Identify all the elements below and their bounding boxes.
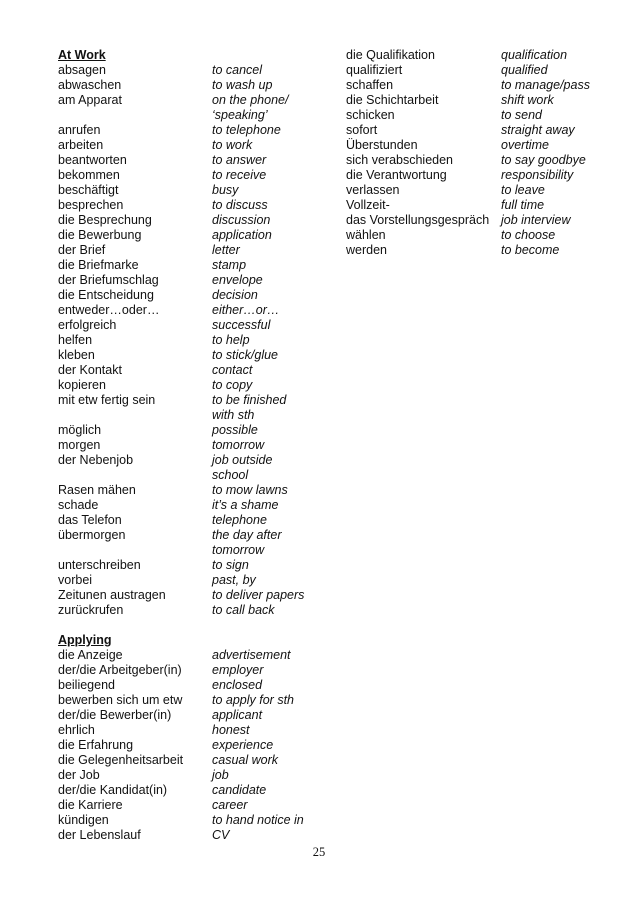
vocab-row	[346, 138, 616, 153]
vocab-list-applying	[58, 648, 328, 843]
german-term: wählen	[346, 228, 386, 242]
german-term: die Bewerbung	[58, 228, 142, 242]
right-column	[346, 48, 616, 258]
english-translation: to hand notice in	[212, 813, 304, 827]
vocab-row	[58, 333, 328, 348]
vocab-row	[58, 408, 328, 423]
vocab-row	[58, 273, 328, 288]
vocab-row	[58, 168, 328, 183]
english-translation: to apply for sth	[212, 693, 294, 707]
english-translation: to become	[501, 243, 560, 257]
german-term: der Lebenslauf	[58, 828, 141, 842]
vocab-row	[58, 828, 328, 843]
german-term: abwaschen	[58, 78, 122, 92]
german-term: das Vorstellungsgespräch	[346, 213, 490, 227]
english-translation: overtime	[501, 138, 549, 152]
vocab-list-continued	[346, 48, 616, 258]
german-term: kopieren	[58, 378, 106, 392]
english-translation: advertisement	[212, 648, 291, 662]
english-translation: qualification	[501, 48, 568, 62]
english-translation: job outside	[212, 453, 273, 467]
vocab-row	[58, 483, 328, 498]
english-translation: to send	[501, 108, 543, 122]
german-term: der Nebenjob	[58, 453, 134, 467]
vocab-row	[58, 363, 328, 378]
german-term: der Kontakt	[58, 363, 122, 377]
english-translation: successful	[212, 318, 271, 332]
vocab-row	[58, 183, 328, 198]
vocab-row	[58, 513, 328, 528]
german-term: die Entscheidung	[58, 288, 154, 302]
german-term: am Apparat	[58, 93, 122, 107]
vocab-row	[346, 78, 616, 93]
german-term: die Gelegenheitsarbeit	[58, 753, 184, 767]
german-term: die Briefmarke	[58, 258, 139, 272]
vocab-row	[58, 603, 328, 618]
english-translation: discussion	[212, 213, 271, 227]
vocab-row	[346, 93, 616, 108]
english-translation: qualified	[501, 63, 548, 77]
vocab-row	[58, 213, 328, 228]
english-translation: to sign	[212, 558, 249, 572]
vocab-row	[58, 138, 328, 153]
german-term: absagen	[58, 63, 106, 77]
german-term: vorbei	[58, 573, 93, 587]
vocab-row	[58, 243, 328, 258]
vocab-row	[58, 798, 328, 813]
vocab-row	[346, 108, 616, 123]
english-translation: experience	[212, 738, 274, 752]
german-term: der/die Arbeitgeber(in)	[58, 663, 182, 677]
english-translation: to choose	[501, 228, 556, 242]
english-translation: shift work	[501, 93, 554, 107]
english-translation: to receive	[212, 168, 267, 182]
german-term: beantworten	[58, 153, 127, 167]
english-translation: career	[212, 798, 248, 812]
english-translation: to deliver papers	[212, 588, 305, 602]
english-translation: school	[212, 468, 249, 482]
german-term: kündigen	[58, 813, 109, 827]
german-term: der Job	[58, 768, 100, 782]
vocab-row	[58, 153, 328, 168]
vocab-row	[346, 243, 616, 258]
german-term: die Anzeige	[58, 648, 123, 662]
english-translation: to manage/pass	[501, 78, 590, 92]
english-translation: honest	[212, 723, 250, 737]
english-translation: candidate	[212, 783, 267, 797]
german-term: besprechen	[58, 198, 124, 212]
english-translation: ‘speaking’	[212, 108, 268, 122]
english-translation: to be finished	[212, 393, 287, 407]
vocab-row	[58, 348, 328, 363]
german-term: mit etw fertig sein	[58, 393, 156, 407]
vocab-row	[58, 288, 328, 303]
german-term: schade	[58, 498, 99, 512]
vocab-row	[58, 258, 328, 273]
vocab-row	[58, 723, 328, 738]
german-term: anrufen	[58, 123, 101, 137]
german-term: Überstunden	[346, 138, 418, 152]
vocab-row	[346, 153, 616, 168]
vocab-row	[58, 693, 328, 708]
vocab-row	[58, 708, 328, 723]
section-heading-at-work: At Work	[58, 48, 106, 62]
german-term: helfen	[58, 333, 93, 347]
german-term	[58, 108, 212, 123]
german-term: qualifiziert	[346, 63, 403, 77]
english-translation: straight away	[501, 123, 575, 137]
vocab-row	[58, 378, 328, 393]
english-translation: to answer	[212, 153, 267, 167]
german-term: die Erfahrung	[58, 738, 134, 752]
vocab-list-at-work	[58, 63, 328, 618]
vocab-row	[58, 753, 328, 768]
german-term: der/die Bewerber(in)	[58, 708, 172, 722]
german-term: morgen	[58, 438, 101, 452]
english-translation: it’s a shame	[212, 498, 279, 512]
english-translation: enclosed	[212, 678, 263, 692]
english-translation: casual work	[212, 753, 278, 767]
vocab-row	[346, 213, 616, 228]
section-heading-applying: Applying	[58, 633, 112, 647]
german-term: die Qualifikation	[346, 48, 435, 62]
vocab-row	[58, 93, 328, 108]
german-term: die Schichtarbeit	[346, 93, 439, 107]
german-term: bewerben sich um etw	[58, 693, 183, 707]
vocab-row	[58, 63, 328, 78]
german-term: übermorgen	[58, 528, 126, 542]
vocab-row	[346, 48, 616, 63]
english-translation: to say goodbye	[501, 153, 586, 167]
english-translation: to copy	[212, 378, 253, 392]
german-term	[58, 468, 212, 483]
vocab-row	[58, 573, 328, 588]
vocab-row	[58, 123, 328, 138]
left-column	[58, 48, 328, 843]
german-term: verlassen	[346, 183, 400, 197]
english-translation: application	[212, 228, 272, 242]
german-term: Rasen mähen	[58, 483, 136, 497]
german-term: schicken	[346, 108, 395, 122]
english-translation: telephone	[212, 513, 267, 527]
english-translation: applicant	[212, 708, 263, 722]
english-translation: responsibility	[501, 168, 574, 182]
german-term: der Briefumschlag	[58, 273, 159, 287]
vocab-row	[58, 498, 328, 513]
vocab-row	[58, 588, 328, 603]
vocab-row	[58, 783, 328, 798]
german-term: sich verabschieden	[346, 153, 454, 167]
english-translation: employer	[212, 663, 264, 677]
vocab-row	[58, 768, 328, 783]
page-number: 25	[312, 845, 326, 859]
english-translation: possible	[212, 423, 258, 437]
german-term: sofort	[346, 123, 378, 137]
english-translation: to discuss	[212, 198, 268, 212]
vocab-row	[58, 648, 328, 663]
german-term: möglich	[58, 423, 102, 437]
vocab-row	[58, 78, 328, 93]
vocab-row	[58, 678, 328, 693]
vocab-row	[346, 198, 616, 213]
vocab-row	[346, 63, 616, 78]
german-term: beschäftigt	[58, 183, 119, 197]
english-translation: to telephone	[212, 123, 281, 137]
german-term: zurückrufen	[58, 603, 124, 617]
german-term: der Brief	[58, 243, 106, 257]
english-translation: stamp	[212, 258, 247, 272]
vocab-row	[58, 738, 328, 753]
vocab-row	[58, 393, 328, 408]
english-translation: either…or…	[212, 303, 280, 317]
vocab-row	[58, 108, 328, 123]
vocab-row	[58, 423, 328, 438]
english-translation: to leave	[501, 183, 545, 197]
english-translation: contact	[212, 363, 253, 377]
vocab-row	[58, 198, 328, 213]
german-term: Vollzeit-	[346, 198, 390, 212]
english-translation: to cancel	[212, 63, 263, 77]
english-translation: letter	[212, 243, 240, 257]
vocab-row	[346, 183, 616, 198]
german-term: der/die Kandidat(in)	[58, 783, 168, 797]
english-translation: busy	[212, 183, 239, 197]
german-term: arbeiten	[58, 138, 104, 152]
german-term	[58, 408, 212, 423]
english-translation: envelope	[212, 273, 263, 287]
vocab-row	[58, 438, 328, 453]
english-translation: job interview	[501, 213, 571, 227]
section-gap	[58, 618, 328, 633]
english-translation: job	[212, 768, 229, 782]
english-translation: to wash up	[212, 78, 273, 92]
english-translation: to help	[212, 333, 250, 347]
english-translation: decision	[212, 288, 258, 302]
english-translation: full time	[501, 198, 545, 212]
english-translation: tomorrow	[212, 543, 265, 557]
english-translation: on the phone/	[212, 93, 289, 107]
english-translation: to mow lawns	[212, 483, 288, 497]
vocab-row	[58, 468, 328, 483]
english-translation: tomorrow	[212, 438, 265, 452]
english-translation: to call back	[212, 603, 275, 617]
vocab-row	[58, 813, 328, 828]
vocab-row	[346, 123, 616, 138]
german-term: kleben	[58, 348, 95, 362]
german-term: die Besprechung	[58, 213, 152, 227]
vocab-row	[58, 528, 328, 543]
german-term: unterschreiben	[58, 558, 141, 572]
english-translation: to stick/glue	[212, 348, 279, 362]
english-translation: past, by	[212, 573, 256, 587]
english-translation: with sth	[212, 408, 255, 422]
german-term: erfolgreich	[58, 318, 117, 332]
german-term: entweder…oder…	[58, 303, 160, 317]
vocab-row	[58, 453, 328, 468]
vocab-row	[58, 543, 328, 558]
german-term: die Verantwortung	[346, 168, 447, 182]
vocab-row	[58, 228, 328, 243]
vocab-row	[58, 558, 328, 573]
german-term: schaffen	[346, 78, 394, 92]
german-term: ehrlich	[58, 723, 95, 737]
german-term: das Telefon	[58, 513, 122, 527]
german-term	[58, 543, 212, 558]
german-term: werden	[346, 243, 387, 257]
vocab-row	[346, 168, 616, 183]
english-translation: CV	[212, 828, 230, 842]
vocab-row	[58, 303, 328, 318]
german-term: bekommen	[58, 168, 120, 182]
german-term: Zeitunen austragen	[58, 588, 166, 602]
vocab-row	[346, 228, 616, 243]
german-term: die Karriere	[58, 798, 123, 812]
vocab-row	[58, 318, 328, 333]
english-translation: the day after	[212, 528, 282, 542]
vocab-row	[58, 663, 328, 678]
german-term: beiliegend	[58, 678, 115, 692]
english-translation: to work	[212, 138, 253, 152]
